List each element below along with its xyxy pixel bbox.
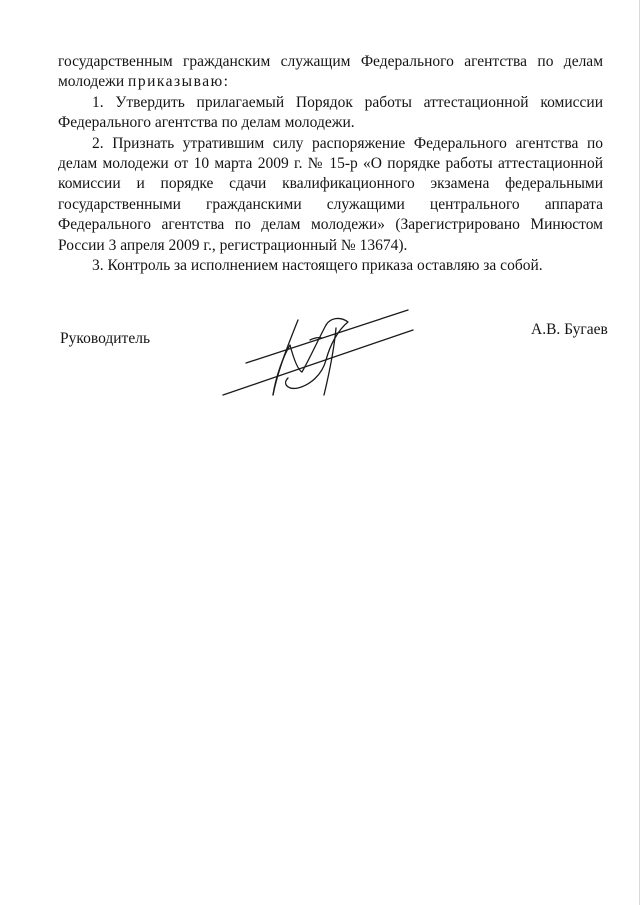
intro-paragraph xyxy=(58,52,603,93)
signatory-name: А.В. Бугаев xyxy=(531,321,608,338)
order-item-1: 1. Утвердить прилагаемый Порядок работы аттестационной комиссии Федерального агентства по делам молодежи. xyxy=(58,93,603,132)
order-item-3: 3. Контроль за исполнением настоящего приказа оставляю за собой. xyxy=(92,257,543,275)
order-item-2: 2. Признать утратившим силу распоряжение Федерального агентства по делам молодежи от 10 марта 2009 г. № 15-р «О порядке работы аттестационной комиссии и порядке сдачи квалификационного экзамена федеральными государственными гражданскими служащими центрального аппарата Федерального агентства по делам молодежи» (Зарегистрировано Минюстом России 3 апреля 2009 г., регистрационный № 13674). xyxy=(58,134,603,254)
document-body xyxy=(58,52,603,276)
handwritten-signature xyxy=(218,300,418,405)
order-keyword: приказываю: xyxy=(128,73,230,91)
signatory-title: Руководитель xyxy=(60,330,151,347)
intro-text: государственным гражданским служащим Федерального агентства по делам молодежи xyxy=(58,53,603,91)
